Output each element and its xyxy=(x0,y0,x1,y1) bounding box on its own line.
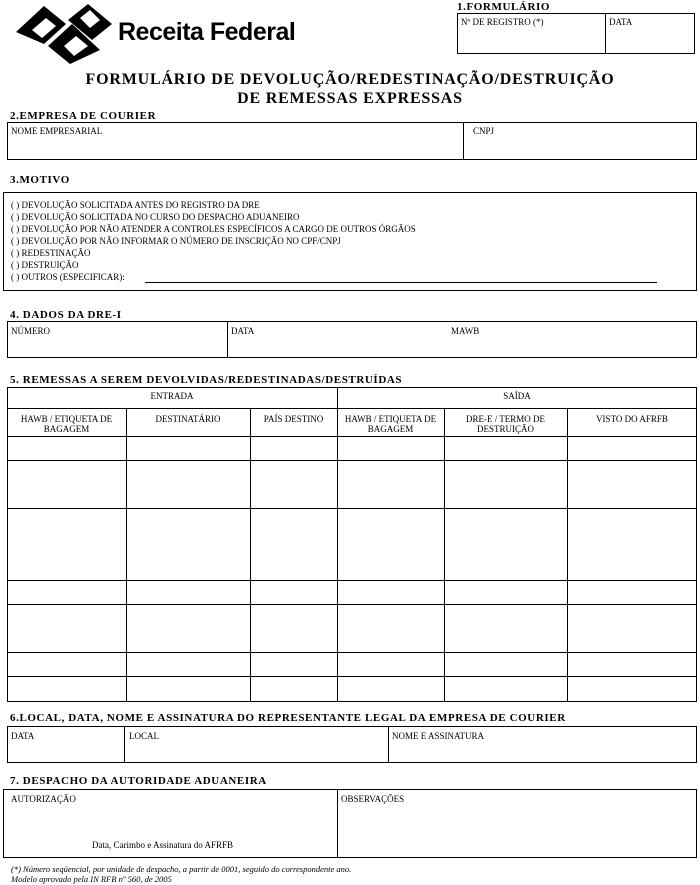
form-title-line2: DE REMESSAS EXPRESSAS xyxy=(237,90,463,107)
section2-heading: 2.EMPRESA DE COURIER xyxy=(10,110,157,122)
outros-specify-line[interactable] xyxy=(145,282,657,283)
local-field[interactable]: LOCAL xyxy=(129,731,159,741)
registro-field[interactable]: Nº DE REGISTRO (*) xyxy=(461,17,544,27)
section3-heading: 3.MOTIVO xyxy=(10,174,70,186)
form-section-heading: 1.FORMULÁRIO xyxy=(457,1,551,13)
remessas-table xyxy=(7,387,697,702)
dre-numero-field[interactable]: NÚMERO xyxy=(11,326,51,336)
entrada-header: ENTRADA xyxy=(150,391,194,401)
section7-heading: 7. DESPACHO DA AUTORIDADE ADUANEIRA xyxy=(10,775,267,787)
motivo-option-devolucao-curso[interactable]: ( ) DEVOLUÇÃO SOLICITADA NO CURSO DO DESPACHO ADUANEIRO xyxy=(11,212,300,222)
col-dre-termo: DRE-E / TERMO DE DESTRUIÇÃO xyxy=(465,414,546,434)
motivo-option-cpf-cnpj[interactable]: ( ) DEVOLUÇÃO POR NÃO INFORMAR O NÚMERO DE INSCRIÇÃO NO CPF/CNPJ xyxy=(11,236,341,246)
local-data-field[interactable]: DATA xyxy=(11,731,35,741)
motivo-option-redestinacao[interactable]: ( ) REDESTINAÇÃO xyxy=(11,248,91,258)
nome-empresarial-field[interactable]: NOME EMPRESARIAL xyxy=(11,126,103,136)
saida-header: SAÍDA xyxy=(503,391,531,401)
receita-federal-logo xyxy=(14,2,114,66)
mawb-field[interactable]: MAWB xyxy=(451,326,480,336)
section2-box xyxy=(7,122,697,160)
form-title-line1: FORMULÁRIO DE DEVOLUÇÃO/REDESTINAÇÃO/DESTRUIÇÃO xyxy=(85,71,615,88)
col-destinatario: DESTINATÁRIO xyxy=(155,414,221,424)
section5-heading: 5. REMESSAS A SEREM DEVOLVIDAS/REDESTINADAS/DESTRUÍDAS xyxy=(10,374,403,386)
registro-date-field[interactable]: DATA xyxy=(609,17,633,27)
motivo-option-controles[interactable]: ( ) DEVOLUÇÃO POR NÃO ATENDER A CONTROLES ESPECÍFICOS A CARGO DE OUTROS ÓRGÃOS xyxy=(11,224,416,234)
section6-heading: 6.LOCAL, DATA, NOME E ASSINATURA DO REPRESENTANTE LEGAL DA EMPRESA DE COURIER xyxy=(10,712,566,724)
motivo-option-devolucao-antes[interactable]: ( ) DEVOLUÇÃO SOLICITADA ANTES DO REGISTRO DA DRE xyxy=(11,200,260,210)
col-hawb-entrada: HAWB / ETIQUETA DE BAGAGEM xyxy=(20,414,113,434)
cnpj-field[interactable]: CNPJ xyxy=(473,126,495,136)
section4-box xyxy=(7,321,697,358)
autorizacao-field[interactable]: AUTORIZAÇÃO xyxy=(11,794,76,804)
footer-note-2: Modelo aprovado pela IN RFB nº 560, de 2005 xyxy=(11,874,172,884)
dre-data-field[interactable]: DATA xyxy=(231,326,255,336)
section6-box xyxy=(7,726,697,763)
motivo-option-outros[interactable]: ( ) OUTROS (ESPECIFICAR): xyxy=(11,272,125,282)
col-hawb-saida: HAWB / ETIQUETA DE BAGAGEM xyxy=(344,414,437,434)
brand-name: Receita Federal xyxy=(118,18,296,46)
motivo-option-destruicao[interactable]: ( ) DESTRUIÇÃO xyxy=(11,260,79,270)
col-pais-destino: PAÍS DESTINO xyxy=(263,414,324,424)
motivo-list xyxy=(11,199,416,283)
col-visto-afrfb: VISTO DO AFRFB xyxy=(596,414,668,424)
footer-note-1: (*) Número seqüencial, por unidade de despacho, a partir de 0001, seguido do correspondente ano. xyxy=(11,864,352,874)
afrfb-signature-caption: Data, Carimbo e Assinatura do AFRFB xyxy=(92,840,233,850)
section4-heading: 4. DADOS DA DRE-I xyxy=(10,309,122,321)
observacoes-field[interactable]: OBSERVAÇÕES xyxy=(341,794,405,804)
nome-assinatura-field[interactable]: NOME E ASSINATURA xyxy=(392,731,485,741)
